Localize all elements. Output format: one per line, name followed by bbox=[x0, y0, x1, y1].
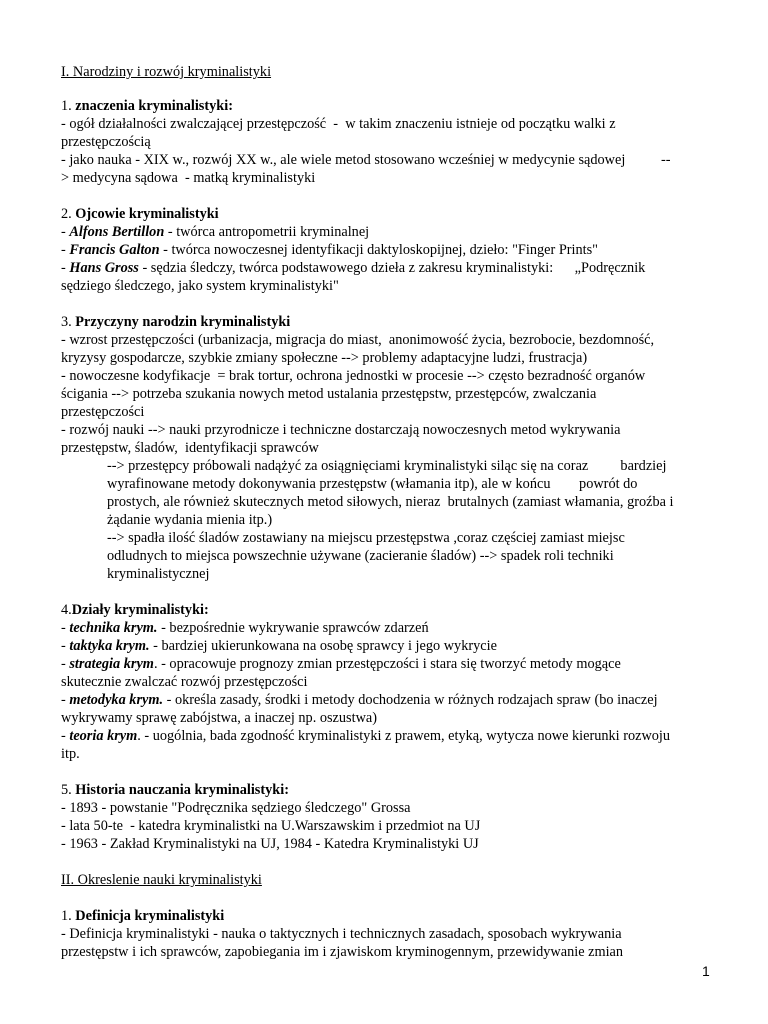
list-item bbox=[61, 223, 711, 241]
list-item bbox=[61, 259, 711, 277]
list-item bbox=[61, 655, 711, 673]
person-name: Hans Gross bbox=[69, 260, 139, 276]
section-title: Działy kryminalistyki: bbox=[71, 602, 209, 618]
text-line: ścigania --> potrzeba szukania nowych metod ustalania przestępstw, przestępców, zwalczania bbox=[61, 386, 597, 402]
text-line: - wzrost przestępczości (urbanizacja, migracja do miast, anonimowość życia, bezrobocie, bezdomność, bbox=[61, 332, 655, 348]
text-line: przestępstw, śladów, identyfikacji sprawców bbox=[61, 440, 319, 456]
dash: - bbox=[61, 242, 70, 258]
item-text: - twórca antropometrii kryminalnej bbox=[164, 224, 370, 240]
section-title: Historia nauczania kryminalistyki: bbox=[75, 782, 289, 798]
page-number: 1 bbox=[702, 963, 710, 979]
term: metodyka krym. bbox=[69, 692, 164, 708]
list-item bbox=[61, 619, 711, 637]
text-line: skutecznie zwalczać rozwój przestępczości bbox=[61, 674, 308, 690]
section-number: 1. bbox=[61, 98, 76, 114]
chapter-heading: I. Narodziny i rozwój kryminalistyki bbox=[61, 64, 272, 80]
text-line: przestępczością bbox=[61, 134, 151, 150]
list-item bbox=[61, 241, 711, 259]
dash: - bbox=[61, 692, 70, 708]
section-number: 3. bbox=[61, 314, 76, 330]
dash: - bbox=[61, 224, 70, 240]
text-line: kryzysy gospodarcze, szybkie zmiany społeczne --> problemy adaptacyjne ludzi, frustracja) bbox=[61, 350, 588, 366]
text-line: > medycyna sądowa - matką kryminalistyki bbox=[61, 170, 316, 186]
text-line: - lata 50-te - katedra kryminalistki na U.Warszawskim i przedmiot na UJ bbox=[61, 818, 481, 834]
item-text: - bezpośrednie wykrywanie sprawców zdarzeń bbox=[157, 620, 429, 636]
dash: - bbox=[61, 620, 70, 636]
text-line: - ogół działalności zwalczającej przestępczość - w takim znaczeniu istnieje od początku walki z bbox=[61, 116, 616, 132]
text-line: - 1893 - powstanie "Podręcznika sędziego śledczego" Grossa bbox=[61, 800, 411, 816]
indented-line: prostych, ale również skutecznych metod siłowych, nieraz brutalnych (zamiast włamania, groźba i bbox=[107, 494, 674, 510]
list-item bbox=[61, 637, 711, 655]
text-line: - jako nauka - XIX w., rozwój XX w., ale wiele metod stosowano wcześniej w medycynie sądowej -- bbox=[61, 152, 671, 168]
list-item bbox=[61, 691, 711, 709]
indented-line: kryminalistycznej bbox=[107, 566, 210, 582]
section-heading bbox=[61, 781, 711, 799]
text-line: sędziego śledczego, jako system kryminalistyki" bbox=[61, 278, 339, 294]
indented-line: wyrafinowane metody dokonywania przestępstw (włamania itp), ale w końcu powrót do bbox=[107, 476, 638, 492]
section-heading bbox=[61, 313, 711, 331]
person-name: Francis Galton bbox=[69, 242, 160, 258]
item-text: - twórca nowoczesnej identyfikacji daktyloskopijnej, dzieło: "Finger Prints" bbox=[159, 242, 599, 258]
section-title: Definicja kryminalistyki bbox=[75, 908, 225, 924]
section-number: 2. bbox=[61, 206, 76, 222]
item-text: . - uogólnia, bada zgodność kryminalistyki z prawem, etyką, wytycza nowe kierunki rozwoju bbox=[137, 728, 671, 744]
dash: - bbox=[61, 260, 70, 276]
indented-line: odludnych to miejsca powszechnie używane (zacieranie śladów) --> spadek roli techniki bbox=[107, 548, 614, 564]
section-number: 1. bbox=[61, 908, 76, 924]
section-heading bbox=[61, 205, 711, 223]
term: taktyka krym. bbox=[69, 638, 150, 654]
item-text: . - opracowuje prognozy zmian przestępczości i stara się tworzyć metody mogące bbox=[153, 656, 621, 672]
text-line: - Definicja kryminalistyki - nauka o taktycznych i technicznych zasadach, sposobach wykrywania bbox=[61, 926, 622, 942]
text-line: - 1963 - Zakład Kryminalistyki na UJ, 1984 - Katedra Kryminalistyki UJ bbox=[61, 836, 479, 852]
dash: - bbox=[61, 638, 70, 654]
text-line: - nowoczesne kodyfikacje = brak tortur, ochrona jednostki w procesie --> często bezradność organów bbox=[61, 368, 646, 384]
text-line: przestępczości bbox=[61, 404, 145, 420]
term: technika krym. bbox=[69, 620, 158, 636]
section-number: 5. bbox=[61, 782, 76, 798]
section-heading bbox=[61, 97, 711, 115]
text-line: przestępstw i ich sprawców, zapobiegania im i zjawiskom kryminogennym, przewidywanie zmian bbox=[61, 944, 624, 960]
item-text: - sędzia śledczy, twórca podstawowego dzieła z zakresu kryminalistyki: „Podręcznik bbox=[138, 260, 646, 276]
dash: - bbox=[61, 728, 70, 744]
section-heading bbox=[61, 907, 711, 925]
section-title: Ojcowie kryminalistyki bbox=[75, 206, 219, 222]
chapter-heading: II. Okreslenie nauki kryminalistyki bbox=[61, 872, 262, 888]
indented-line: --> spadła ilość śladów zostawiany na miejscu przestępstwa ,coraz częściej zamiast miejsc bbox=[107, 530, 625, 546]
term: strategia krym bbox=[69, 656, 154, 672]
section-number: 4. bbox=[61, 602, 72, 618]
indented-line: żądanie wydania mienia itp.) bbox=[107, 512, 273, 528]
section-heading bbox=[61, 601, 711, 619]
item-text: - określa zasady, środki i metody dochodzenia w różnych rodzajach spraw (bo inaczej bbox=[163, 692, 658, 708]
section-title: Przyczyny narodzin kryminalistyki bbox=[75, 314, 291, 330]
list-item bbox=[61, 727, 711, 745]
item-text: - bardziej ukierunkowana na osobę sprawcy i jego wykrycie bbox=[149, 638, 497, 654]
text-line: wykrywamy sprawę zabójstwa, a inaczej np. oszustwa) bbox=[61, 710, 378, 726]
term: teoria krym bbox=[69, 728, 138, 744]
person-name: Alfons Bertillon bbox=[69, 224, 165, 240]
text-line: itp. bbox=[61, 746, 80, 762]
dash: - bbox=[61, 656, 70, 672]
text-line: - rozwój nauki --> nauki przyrodnicze i techniczne dostarczają nowoczesnych metod wykrywania bbox=[61, 422, 621, 438]
section-title: znaczenia kryminalistyki: bbox=[75, 98, 233, 114]
indented-line: --> przestępcy próbowali nadążyć za osiągnięciami kryminalistyki siląc się na coraz bardziej bbox=[107, 458, 667, 474]
document-body bbox=[61, 63, 711, 961]
